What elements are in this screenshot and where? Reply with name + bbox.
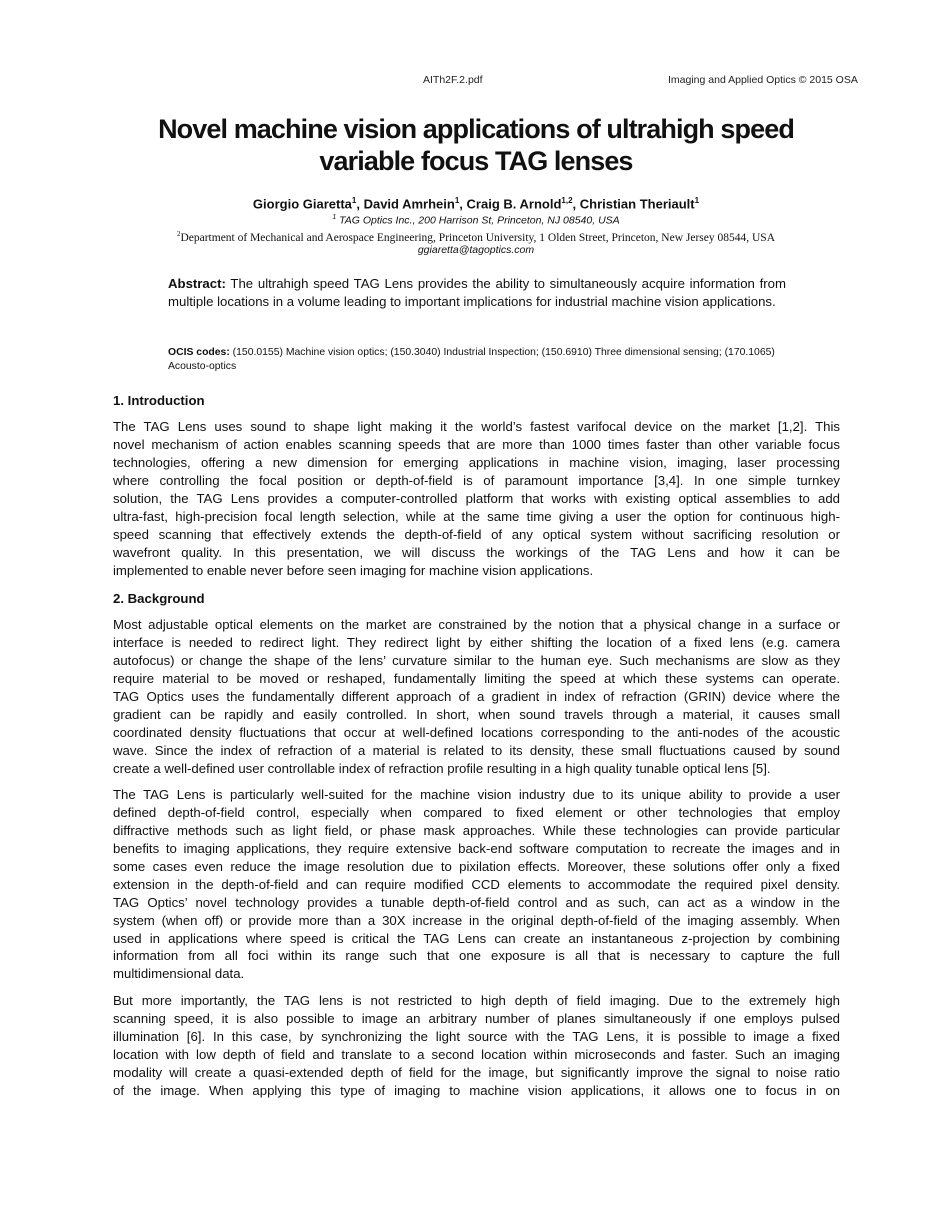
ocis-codes <box>168 346 793 373</box>
paragraph-line: system (when off) or provide more than a 30X increase in the original depth-of-field of the imaging assembly. When <box>113 912 840 928</box>
paragraph-line: information from all foci within its range such that one exposure is all that is necessary to capture the full <box>113 948 840 964</box>
affiliation-2 <box>0 230 952 244</box>
paragraph-line: where controlling the focal position or depth-of-field is of paramount importance [3,4]. In one simple turnkey <box>113 472 840 488</box>
paragraph-line: diffractive methods such as light field, or phase mask approaches. While these technologies can provide particular <box>113 822 840 838</box>
paragraph-line: location with low depth of field and translate to a second location within microseconds and faster. Such an imaging <box>113 1046 840 1062</box>
abstract-label: Abstract: <box>168 276 226 291</box>
paragraph-line: solution, the TAG Lens provides a computer-controlled platform that works with existing optical assemblies to add <box>113 490 840 506</box>
paragraph-line: novel mechanism of action enables scanning speeds that are more than 1000 times faster than other variable focus <box>113 436 840 452</box>
affiliation-1 <box>0 214 952 227</box>
paragraph-line: implemented to enable never before seen imaging for machine vision applications. <box>113 562 594 578</box>
paper-title <box>100 113 852 177</box>
ocis-text: (150.0155) Machine vision optics; (150.3040) Industrial Inspection; (150.6910) Three dimensional sensing; (170.1065) Acousto-optics <box>168 347 775 372</box>
paragraph-line: benefits to imaging applications, they require extensive back-end software computation to recreate the images and in <box>113 840 840 856</box>
author-affiliation-mark: 1,2 <box>561 196 573 205</box>
paragraph-line: create a well-defined user controllable index of refraction profile resulting in a high quality tunable optical lens [5]. <box>113 760 771 776</box>
author-affiliation-mark: 1 <box>694 196 700 205</box>
paragraph <box>113 616 840 777</box>
author-affiliation-mark: 1 <box>351 196 357 205</box>
header-filename: AITh2F.2.pdf <box>423 74 483 86</box>
paragraph-line: speed scanning that effectively extends the depth-of-field of any optical system without sacrificing resolution or <box>113 526 840 542</box>
paragraph <box>113 992 840 1100</box>
paragraph <box>113 786 840 983</box>
paragraph-line: Most adjustable optical elements on the market are constrained by the notion that a physical change in a surface or <box>113 617 840 632</box>
paragraph-line: used in applications where speed is critical the TAG Lens can create an instantaneous z-projection by combining <box>113 930 840 946</box>
paragraph-line: interface is needed to redirect light. They redirect light by either shifting the location of a fixed lens (e.g. camera <box>113 634 840 650</box>
paragraph-line: multidimensional data. <box>113 966 245 982</box>
paragraph-line: scanning speed, it is also possible to image an arbitrary number of planes simultaneously if one employs pulsed <box>113 1010 840 1026</box>
paragraph-line: wave. Since the index of refraction of a material is related to its density, these small fluctuations caused by sound <box>113 742 840 758</box>
author-list: Giorgio Giaretta$^1$, David Amrhein$^1$, Craig B. Arnold$^{1,2}$, Christian Theriault$^1$ <box>252 196 700 212</box>
paragraph-line: some cases even reduce the image resolution due to pixilation effects. Moreover, these solutions offer only a fixed <box>113 858 840 874</box>
paragraph-line: TAG Optics’ novel technology provides a tunable depth-of-field control and as such, can act as a window in the <box>113 894 840 910</box>
paragraph-line: of the image. When applying this type of imaging to machine vision applications, it allows one to focus in on <box>113 1082 840 1098</box>
paragraph-line: gradient can be rapidly and easily controlled. In short, when sound travels through a material, it causes small <box>113 706 840 722</box>
author-name: David Amrhein <box>363 196 455 212</box>
paragraph-line: wavefront quality. In this presentation, we will discuss the workings of the TAG Lens and how it can be <box>113 544 840 560</box>
paragraph-line: But more importantly, the TAG lens is not restricted to high depth of field imaging. Due to the extremely high <box>113 993 840 1008</box>
abstract-text: The ultrahigh speed TAG Lens provides the ability to simultaneously acquire information from multiple locations in a volume leading to important implications for industrial machine vision applications. <box>168 276 786 309</box>
header-conference: Imaging and Applied Optics © 2015 OSA <box>668 74 858 86</box>
author-name: Craig B. Arnold <box>466 196 562 212</box>
title-line-1: Novel machine vision applications of ultrahigh speed <box>158 114 794 144</box>
author-name: Christian Theriault <box>579 196 695 212</box>
paragraph <box>113 418 840 579</box>
section-heading-introduction: 1. Introduction <box>113 393 205 408</box>
title-line-2: variable focus TAG lenses <box>319 146 633 176</box>
paragraph-line: require material to be moved or reshaped, fundamentally limiting the speed at which these systems can operate. <box>113 670 840 686</box>
paragraph-line: The TAG Lens is particularly well-suited for the machine vision industry due to its unique ability to provide a user <box>113 787 840 802</box>
author-name: Giorgio Giaretta <box>252 196 352 212</box>
paragraph-line: technologies, offering a new dimension for emerging applications in machine vision, imaging, laser processing <box>113 454 840 470</box>
paragraph-line: modality will create a quasi-extended depth of field for the image, but significantly improve the signal to noise ratio <box>113 1064 840 1080</box>
affiliation-text: Department of Mechanical and Aerospace Engineering, Princeton University, 1 Olden Street, Princeton, New Jersey 08544, USA <box>180 231 776 244</box>
abstract <box>168 275 786 311</box>
paragraph-line: illumination [6]. In this case, by synchronizing the light source with the TAG Lens, it is possible to image a fixed <box>113 1028 840 1044</box>
paragraph-line: extension in the depth-of-field and can require modified CCD elements to accommodate the required pixel density. <box>113 876 840 892</box>
author-affiliation-mark: 1 <box>454 196 460 205</box>
section-heading-background: 2. Background <box>113 591 205 606</box>
paragraph-line: TAG Optics uses the fundamentally different approach of a gradient in index of refraction (GRIN) device where the <box>113 688 840 704</box>
paragraph-line: autofocus) or change the shape of the lens’ curvature similar to the human eye. Such mechanisms are slow as they <box>113 652 840 668</box>
paragraph-line: coordinated density fluctuations that occur at well-defined locations corresponding to the anti-nodes of the acoustic <box>113 724 840 740</box>
contact-email: ggiaretta@tagoptics.com <box>417 244 535 256</box>
paragraph-line: ultra-fast, high-precision focal length selection, while at the same time giving a user the option for continuous high- <box>113 508 840 524</box>
affiliation-mark: 2 <box>176 230 181 238</box>
paragraph-line: The TAG Lens uses sound to shape light making it the world’s fastest varifocal device on the market [1,2]. This <box>113 419 840 434</box>
ocis-label: OCIS codes: <box>168 347 230 358</box>
affiliation-mark: 1 <box>332 214 337 221</box>
affiliation-text: TAG Optics Inc., 200 Harrison St, Princeton, NJ 08540, USA <box>339 214 620 227</box>
paragraph-line: defined depth-of-field control, especially when compared to fixed element or other technologies that employ <box>113 804 840 820</box>
